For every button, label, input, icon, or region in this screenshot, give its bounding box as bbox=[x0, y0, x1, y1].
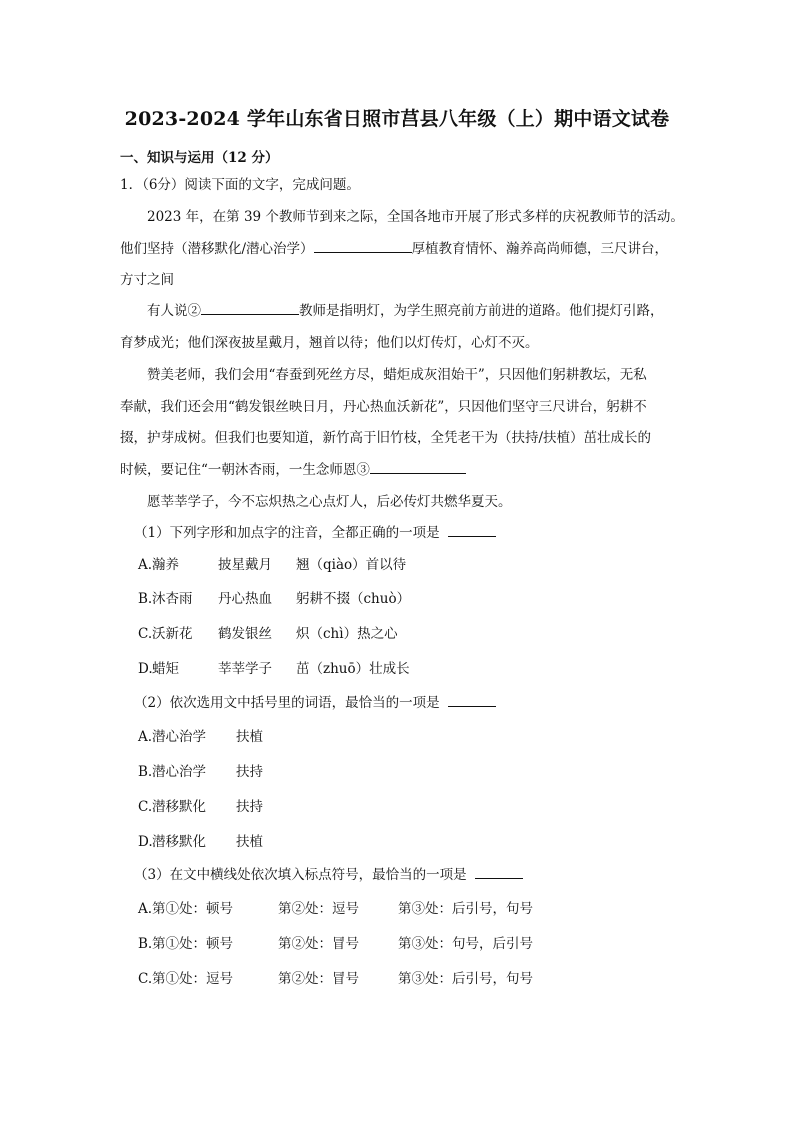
option-text: 瀚养 bbox=[152, 557, 179, 573]
option-text: 第③处：后引号，句号 bbox=[398, 901, 533, 917]
passage-text: 时候，要记住“一朝沐杏雨，一生念师恩③ bbox=[120, 462, 370, 478]
option-text: 第①处：逗号 bbox=[152, 971, 233, 987]
option-letter: D. bbox=[138, 834, 153, 850]
option-text: 炽（chì）热之心 bbox=[296, 626, 398, 642]
sub-question-text: （1）下列字形和加点字的注音，全都正确的一项是 bbox=[134, 525, 440, 541]
option-letter: A. bbox=[138, 729, 153, 745]
option-text: 莘莘学子 bbox=[218, 661, 272, 677]
option-text: 第③处：句号，后引号 bbox=[398, 936, 533, 952]
answer-blank-sub2[interactable] bbox=[448, 694, 496, 707]
answer-blank-1[interactable] bbox=[314, 240, 412, 253]
option-letter: C. bbox=[138, 626, 153, 642]
option-text: 第②处：冒号 bbox=[278, 936, 359, 952]
option-text: 躬耕不掇（chuò） bbox=[296, 591, 411, 607]
option-text: 潜移默化 bbox=[152, 799, 206, 815]
page-title: 2023-2024 学年山东省日照市莒县八年级（上）期中语文试卷 bbox=[124, 108, 670, 130]
option-letter: B. bbox=[138, 936, 153, 952]
option-text: 第③处：后引号，句号 bbox=[398, 971, 533, 987]
answer-blank-sub3[interactable] bbox=[475, 866, 523, 879]
answer-blank-2[interactable] bbox=[201, 302, 299, 315]
option-text: 第①处：顿号 bbox=[152, 901, 233, 917]
option-letter: B. bbox=[138, 591, 153, 607]
sub-question-text: （2）依次选用文中括号里的词语，最恰当的一项是 bbox=[134, 695, 440, 711]
passage-line: 方寸之间 bbox=[120, 272, 174, 288]
passage-line: 2023 年，在第 39 个教师节到来之际，全国各地市开展了形式多样的庆祝教师节的活动。 bbox=[147, 209, 684, 225]
answer-blank-3[interactable] bbox=[370, 461, 466, 474]
passage-line bbox=[120, 240, 668, 258]
option-letter: B. bbox=[138, 764, 153, 780]
option-text: 扶持 bbox=[236, 799, 263, 815]
option-text: 潜心治学 bbox=[152, 729, 206, 745]
passage-line: 掇，护芽成树。但我们也要知道，新竹高于旧竹枝，全凭老干为（扶持/扶植）茁壮成长的 bbox=[120, 430, 652, 446]
passage-text: 有人说② bbox=[147, 303, 201, 319]
option-text: 第②处：逗号 bbox=[278, 901, 359, 917]
passage-line bbox=[120, 461, 466, 479]
option-text: 丹心热血 bbox=[218, 591, 272, 607]
option-letter: A. bbox=[138, 557, 153, 573]
option-text: 翘（qiào）首以待 bbox=[296, 557, 407, 573]
sub-question-3 bbox=[134, 866, 523, 884]
question-1-heading: 1．（6分）阅读下面的文字，完成问题。 bbox=[120, 177, 360, 193]
passage-line: 愿莘莘学子，今不忘炽热之心点灯人，后必传灯共燃华夏天。 bbox=[147, 494, 512, 510]
option-text: 扶持 bbox=[236, 764, 263, 780]
passage-line: 奉献，我们还会用“鹤发银丝映日月，丹心热血沃新花”，只因他们坚守三尺讲台，躬耕不 bbox=[120, 399, 647, 415]
option-text: 鹤发银丝 bbox=[218, 626, 272, 642]
sub-question-1 bbox=[134, 524, 496, 542]
passage-text: 他们坚持（潜移默化/潜心治学） bbox=[120, 241, 314, 257]
option-text: 潜移默化 bbox=[152, 834, 206, 850]
passage-line bbox=[147, 302, 664, 320]
option-text: 沃新花 bbox=[152, 626, 193, 642]
option-text: 潜心治学 bbox=[152, 764, 206, 780]
option-letter: A. bbox=[138, 901, 153, 917]
option-letter: C. bbox=[138, 799, 153, 815]
passage-line: 赞美老师，我们会用“春蚕到死丝方尽，蜡炬成灰泪始干”，只因他们躬耕教坛，无私 bbox=[147, 367, 647, 383]
option-text: 第②处：冒号 bbox=[278, 971, 359, 987]
option-text: 茁（zhuō）壮成长 bbox=[296, 661, 410, 677]
option-text: 沐杏雨 bbox=[152, 591, 193, 607]
option-letter: D. bbox=[138, 661, 153, 677]
option-text: 蜡矩 bbox=[152, 661, 179, 677]
option-text: 第①处：顿号 bbox=[152, 936, 233, 952]
option-text: 扶植 bbox=[236, 834, 263, 850]
sub-question-2 bbox=[134, 694, 496, 712]
option-letter: C. bbox=[138, 971, 153, 987]
option-text: 扶植 bbox=[236, 729, 263, 745]
passage-text: 教师是指明灯，为学生照亮前方前进的道路。他们提灯引路， bbox=[299, 303, 664, 319]
option-text: 披星戴月 bbox=[218, 557, 272, 573]
section-heading: 一、知识与运用（12 分） bbox=[120, 150, 279, 166]
answer-blank-sub1[interactable] bbox=[448, 524, 496, 537]
sub-question-text: （3）在文中横线处依次填入标点符号，最恰当的一项是 bbox=[134, 867, 467, 883]
passage-line: 育梦成光；他们深夜披星戴月，翘首以待；他们以灯传灯，心灯不灭。 bbox=[120, 335, 539, 351]
passage-text: 厚植教育情怀、瀚养高尚师德，三尺讲台， bbox=[411, 241, 669, 257]
